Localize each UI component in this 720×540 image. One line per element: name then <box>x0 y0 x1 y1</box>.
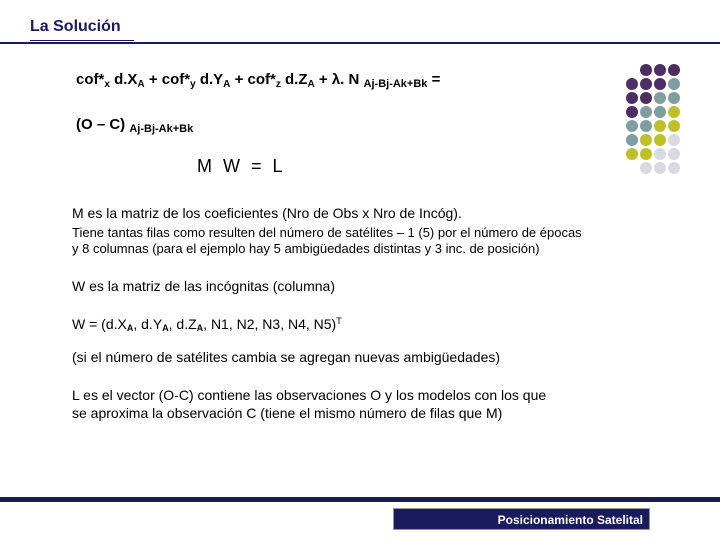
paragraph-w: W es la matriz de las incógnitas (columna) <box>72 278 335 294</box>
w-term: W = (d.X <box>72 316 127 332</box>
paragraph-m-detail-2: y 8 columnas (para el ejemplo hay 5 ambigüedades distintas y 3 inc. de posición) <box>72 241 540 256</box>
decorative-dot <box>640 106 652 118</box>
w-term: , N1, N2, N3, N4, N5) <box>203 316 337 332</box>
decorative-dot <box>668 120 680 132</box>
w-sub: A <box>196 323 204 333</box>
paragraph-w-note: (si el número de satélites cambia se agregan nuevas ambigüedades) <box>72 349 501 365</box>
decorative-dot <box>640 78 652 90</box>
decorative-dot <box>654 148 666 160</box>
top-rule <box>0 42 720 44</box>
decorative-dot <box>640 92 652 104</box>
decorative-dot <box>626 106 638 118</box>
equation-line-2 <box>76 116 193 135</box>
decorative-dot <box>640 162 652 174</box>
decorative-dot <box>654 92 666 104</box>
decorative-dot <box>626 148 638 160</box>
decorative-dot <box>640 134 652 146</box>
decorative-dot <box>654 64 666 76</box>
eq1-sub: Aj-Bj-Ak+Bk <box>363 78 428 90</box>
title-underline <box>30 40 134 41</box>
decorative-dot <box>654 78 666 90</box>
decorative-dot <box>626 120 638 132</box>
title-block <box>30 18 121 36</box>
paragraph-l-2: se aproxima la observación C (tiene el mismo número de filas que M) <box>72 405 503 421</box>
paragraph-m: M es la matriz de los coeficientes (Nro de Obs x Nro de Incóg). <box>72 205 462 221</box>
eq1-sub: A <box>223 79 231 90</box>
eq1-term: d.X <box>109 71 138 88</box>
decorative-dot <box>668 92 680 104</box>
decorative-dot <box>654 120 666 132</box>
eq1-sub: x <box>104 79 110 90</box>
decorative-dot <box>654 162 666 174</box>
decorative-dot <box>626 78 638 90</box>
matrix-equation: M W = L <box>197 156 286 176</box>
equation-line-1 <box>76 71 440 90</box>
decorative-dot <box>668 148 680 160</box>
decorative-dot <box>668 106 680 118</box>
eq2-sub: Aj-Bj-Ak+Bk <box>129 123 194 135</box>
decorative-dot <box>654 134 666 146</box>
eq1-term: + cof* <box>230 71 276 88</box>
eq1-term: cof* <box>76 71 105 88</box>
decorative-dot <box>668 134 680 146</box>
eq1-term: d.Y <box>195 71 224 88</box>
decorative-dot <box>626 92 638 104</box>
eq1-sub: z <box>275 79 281 90</box>
eq1-term: + cof* <box>144 71 191 88</box>
eq1-sub: y <box>190 79 196 90</box>
decorative-dot <box>654 106 666 118</box>
footer-label: Posicionamiento Satelital <box>393 508 650 530</box>
w-term: , d.Y <box>133 316 163 332</box>
w-sub: A <box>126 323 134 333</box>
eq1-sub: A <box>307 79 315 90</box>
eq1-term: = <box>427 71 441 88</box>
eq1-sub: A <box>137 79 145 90</box>
eq1-term: + λ. N <box>314 71 364 88</box>
paragraph-w-vector <box>72 316 342 333</box>
w-sup: T <box>336 316 342 326</box>
decorative-dot-grid <box>624 64 688 176</box>
decorative-dot <box>640 148 652 160</box>
decorative-dot <box>668 162 680 174</box>
w-sub: A <box>162 323 169 333</box>
eq2-term: (O – C) <box>76 116 130 133</box>
paragraph-l-1: L es el vector (O-C) contiene las observaciones O y los modelos con los que <box>72 387 547 403</box>
decorative-dot <box>640 64 652 76</box>
decorative-dot <box>668 78 680 90</box>
decorative-dot <box>668 64 680 76</box>
bottom-rule <box>0 497 720 502</box>
eq1-term: d.Z <box>280 71 308 88</box>
w-term: , d.Z <box>168 316 197 332</box>
decorative-dot <box>626 134 638 146</box>
paragraph-m-detail-1: Tiene tantas filas como resulten del número de satélites – 1 (5) por el número de épocas <box>72 225 582 240</box>
decorative-dot <box>640 120 652 132</box>
page-title: La Solución <box>30 18 121 35</box>
